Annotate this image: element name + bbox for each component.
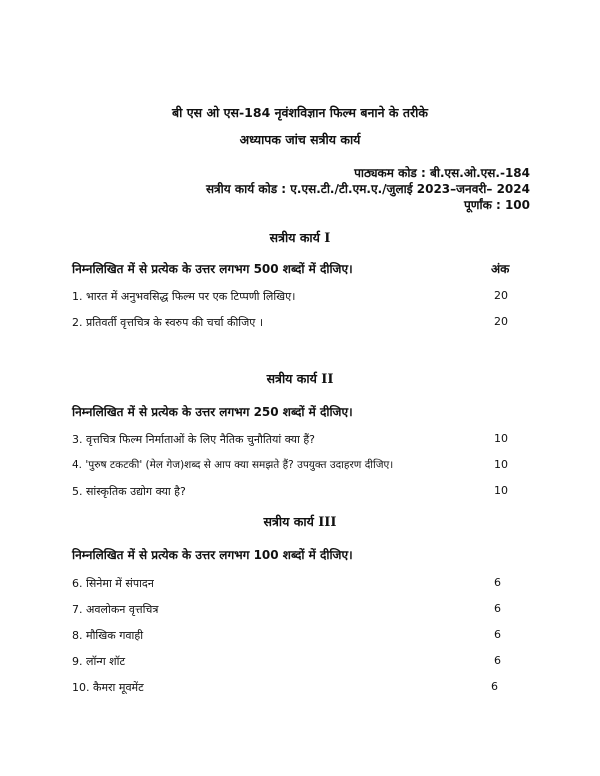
question-4-marks: 10 [494, 458, 508, 471]
section-roman-numeral: III [318, 515, 337, 530]
section-1-instruction: निम्नलिखित में से प्रत्येक के उत्तर लगभग 500 शब्दों में दीजिए। [72, 262, 353, 276]
section-2-instruction: निम्नलिखित में से प्रत्येक के उत्तर लगभग 250 शब्दों में दीजिए। [72, 405, 353, 419]
question-10-marks: 6 [491, 680, 498, 693]
question-7-marks: 6 [494, 602, 501, 615]
document-title: बी एस ओ एस-184 नृवंशविज्ञान फिल्म बनाने के तरीके [172, 105, 428, 120]
question-3-marks: 10 [494, 432, 508, 445]
question-9: 9. लॉन्ग शॉट [72, 655, 126, 668]
section-title-2 [0, 370, 600, 387]
max-marks: पूर्णांक : 100 [463, 198, 530, 212]
course-code: पाठ्यकम कोड : बी.एस.ओ.एस.-184 [354, 166, 530, 180]
question-6-marks: 6 [494, 576, 501, 589]
question-5-marks: 10 [494, 484, 508, 497]
question-7: 7. अवलोकन वृत्तचित्र [72, 603, 159, 616]
section-title-prefix: सत्रीय कार्य [263, 514, 314, 529]
question-9-marks: 6 [494, 654, 501, 667]
marks-column-header: अंक [491, 262, 510, 276]
section-title-3 [0, 513, 600, 530]
question-6: 6. सिनेमा में संपादन [72, 577, 154, 590]
question-1: 1. भारत में अनुभवसिद्ध फिल्म पर एक टिप्पणी लिखिए। [72, 290, 296, 303]
question-2: 2. प्रतिवर्ती वृत्तचित्र के स्वरुप की चर्चा कीजिए । [72, 316, 264, 329]
section-roman-numeral: I [324, 231, 331, 246]
question-8: 8. मौखिक गवाही [72, 629, 144, 642]
section-title-1 [0, 229, 600, 246]
question-10: 10. कैमरा मूवमेंट [72, 681, 144, 694]
question-4: 4. 'पुरुष टकटकी' (मेल गेज)शब्द से आप क्या समझते हैं? उपयुक्त उदाहरण दीजिए। [72, 459, 394, 471]
question-8-marks: 6 [494, 628, 501, 641]
section-roman-numeral: II [321, 372, 334, 387]
question-3: 3. वृत्तचित्र फिल्म निर्माताओं के लिए नैतिक चुनौतियां क्या हैं? [72, 433, 315, 446]
section-title-prefix: सत्रीय कार्य [266, 371, 317, 386]
document-subtitle: अध्यापक जांच सत्रीय कार्य [239, 132, 361, 147]
question-5: 5. सांस्कृतिक उद्योग क्या है? [72, 485, 186, 498]
section-3-instruction: निम्नलिखित में से प्रत्येक के उत्तर लगभग 100 शब्दों में दीजिए। [72, 548, 353, 562]
section-title-prefix: सत्रीय कार्य [269, 230, 320, 245]
question-1-marks: 20 [494, 289, 508, 302]
assignment-code: सत्रीय कार्य कोड : ए.एस.टी./टी.एम.ए./जुलाई 2023–जनवरी– 2024 [205, 182, 530, 196]
question-2-marks: 20 [494, 315, 508, 328]
